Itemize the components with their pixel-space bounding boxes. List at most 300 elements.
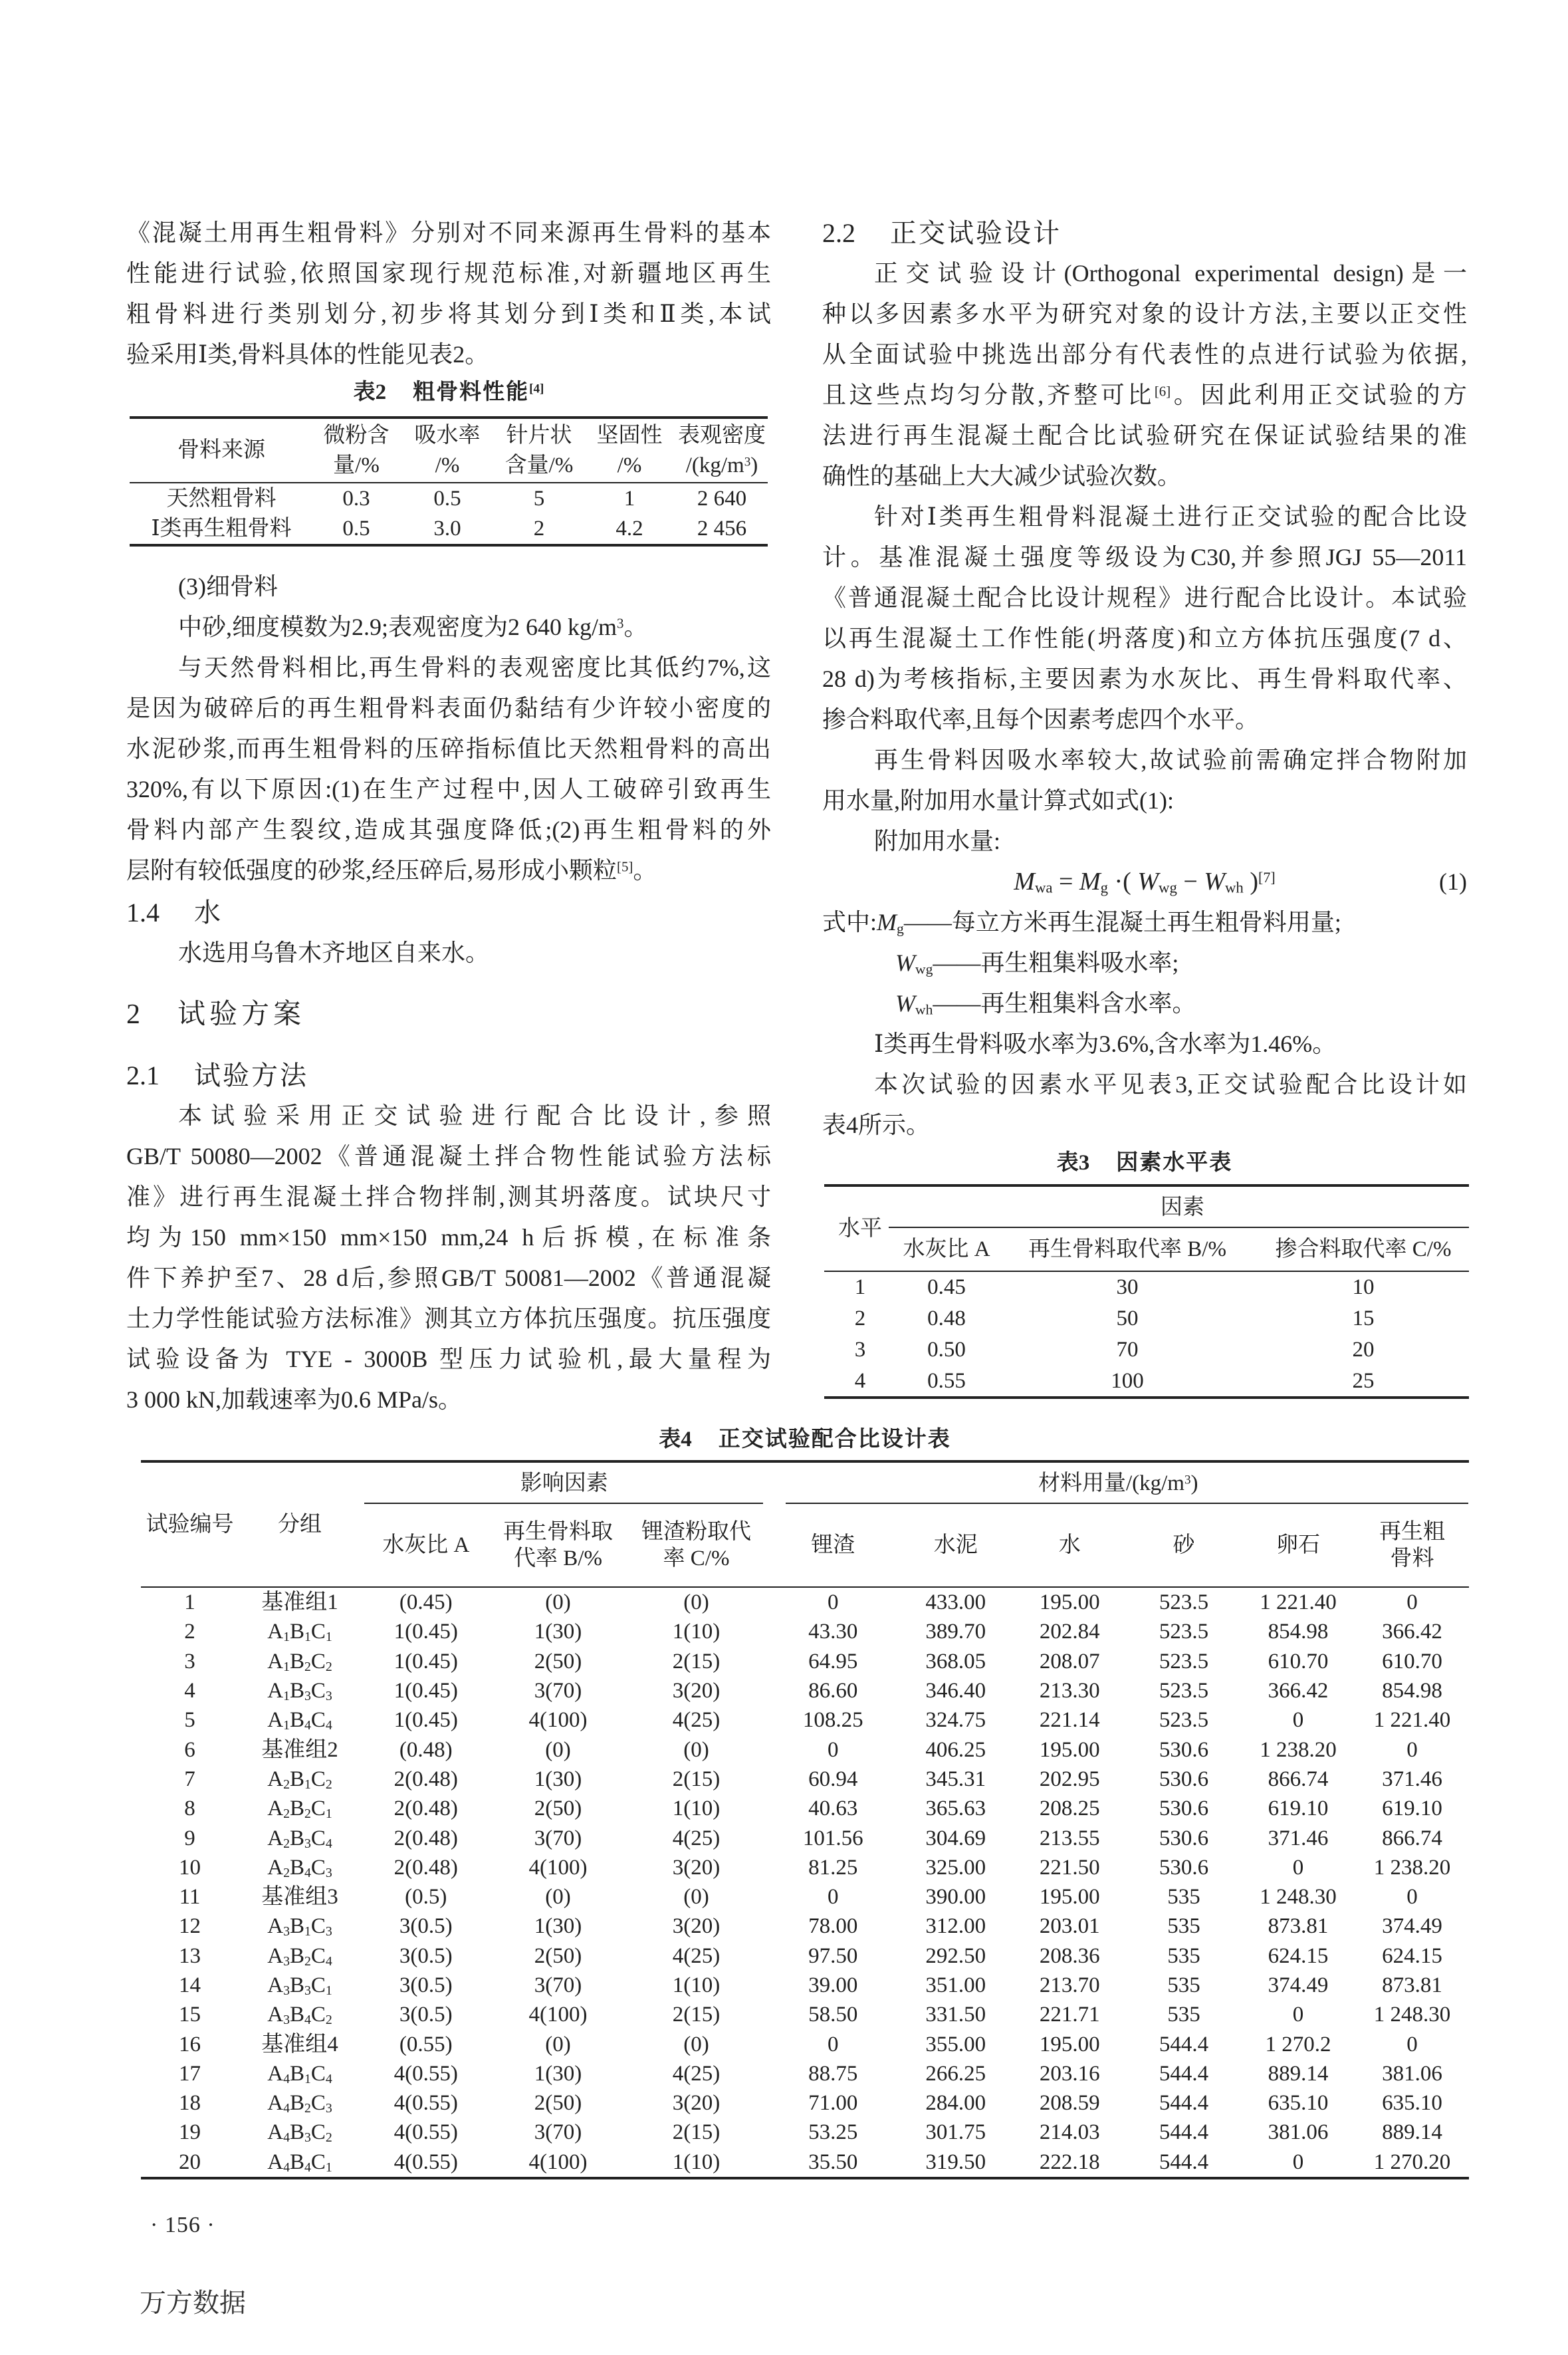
table-4-block	[141, 1423, 1469, 2179]
table-cell	[625, 2000, 768, 2029]
text-run: ——每立方米再生混凝土再生粗骨料用量;	[903, 909, 1341, 935]
subscript: 1	[325, 1630, 332, 1645]
table-cell-text: 43.30	[808, 1620, 858, 1644]
table-cell	[896, 1334, 997, 1366]
table-cell	[899, 1794, 1013, 1823]
table-cell-text: 530.6	[1159, 1767, 1209, 1791]
table-cell	[141, 1794, 239, 1823]
text-run: B	[289, 2150, 304, 2174]
header-line: 水灰比 A	[903, 1237, 990, 1261]
table-cell-text: (0.55)	[399, 2032, 453, 2056]
superscript: 3	[744, 454, 751, 469]
table-cell-text: (0)	[683, 2032, 709, 2056]
table-cell-text: 1(30)	[534, 1767, 582, 1791]
table-cell	[899, 2118, 1013, 2147]
table-cell	[625, 1588, 768, 1617]
table-cell	[1241, 1794, 1355, 1823]
table-cell-text: 3(20)	[672, 1855, 721, 1880]
text-line: 骨料内部产生裂纹,造成其强度降低;(2)再生粗骨料的外	[126, 816, 771, 843]
section-title: 试验方案	[177, 999, 306, 1030]
table-cell-text: 381.06	[1268, 2120, 1329, 2145]
table-cell	[625, 2029, 768, 2058]
table-cell-text	[267, 1972, 332, 1999]
table-cell	[1258, 1334, 1469, 1366]
header-line: /%	[435, 453, 460, 477]
caption-title: 粗骨料性能	[413, 380, 530, 404]
table-cell-text: 100	[1111, 1368, 1144, 1393]
section-heading-2	[126, 995, 771, 1035]
table-cell-text: 355.00	[925, 2032, 986, 2056]
table-cell	[896, 1365, 997, 1396]
table-cell-text: 7	[184, 1767, 195, 1791]
header-line: 水	[1058, 1533, 1081, 1557]
italic-symbol: W	[1204, 868, 1225, 896]
table-cell	[625, 1912, 768, 1941]
header-line: 卵石	[1276, 1533, 1320, 1557]
text-line: 3 000 kN,加载速率为0.6 MPa/s。	[126, 1386, 463, 1413]
subscript: 2	[283, 1865, 290, 1880]
table-cell-text: 16	[179, 2032, 201, 2056]
text-line: 从全面试验中挑选出部分有代表性的点进行试验为依据,	[822, 341, 1467, 368]
watermark: 万方数据	[140, 2287, 246, 2318]
text-line: 正交试验设计(Orthogonal experimental design)是一	[874, 260, 1467, 287]
text-line	[822, 375, 1467, 416]
table-cell	[1127, 1765, 1241, 1794]
text-run: A	[267, 1708, 284, 1733]
table-cell	[491, 1647, 625, 1676]
table-cell-text: 88.75	[808, 2061, 858, 2086]
text-line: 粗骨料进行类别划分,初步将其划分到Ⅰ类和Ⅱ类,本试	[126, 301, 771, 327]
table-cell	[313, 514, 399, 545]
table-cell	[625, 2088, 768, 2118]
header-line: 微粉含	[323, 423, 390, 447]
table-cell-text: 535	[1167, 1973, 1200, 1997]
header-line: 表观密度	[678, 423, 766, 447]
table-cell-text: 3(0.5)	[399, 2003, 453, 2027]
table-cell	[768, 1882, 899, 1912]
table-cell	[899, 1823, 1013, 1852]
table-cell-text: 523.5	[1159, 1590, 1209, 1615]
table-cell	[361, 1823, 491, 1852]
subscript: g	[897, 920, 904, 937]
header-line: 试验编号	[146, 1513, 234, 1537]
text-line: 验采用Ⅰ类,骨料具体的性能见表2。	[126, 341, 489, 368]
table-cell-text	[267, 1618, 332, 1645]
table-cell-text: 2(0.48)	[393, 1826, 458, 1850]
table-cell	[625, 1794, 768, 1823]
table-cell-text: 368.05	[925, 1649, 986, 1673]
table-cell-text: 213.55	[1039, 1826, 1100, 1850]
caption-label: 表2	[353, 380, 387, 404]
subscript: 3	[283, 1953, 290, 1969]
table-cell	[768, 1735, 899, 1764]
table-cell	[239, 1853, 361, 1882]
table-cell-text: 854.98	[1382, 1679, 1442, 1703]
header-line: 水平	[838, 1216, 882, 1241]
table-cell-text: 14	[179, 1973, 201, 1997]
table-cell-text: 203.16	[1039, 2061, 1100, 2086]
table-cell-text	[267, 2060, 332, 2087]
subscript: 1	[325, 2160, 332, 2175]
table-cell-text: 70	[1116, 1337, 1139, 1362]
header-cell-lithium-slag	[625, 1504, 768, 1586]
text-line: 《普通混凝土配合比设计规程》进行配合比设计。本试验	[822, 584, 1467, 611]
table-cell	[141, 2118, 239, 2147]
table-cell-text: 2 456	[697, 517, 747, 541]
table-cell	[899, 1647, 1013, 1676]
text-line: 表4所示。	[822, 1112, 931, 1138]
text-line: 水选用乌鲁木齐地区自来水。	[178, 939, 490, 966]
table-header	[141, 1463, 1469, 1588]
header-subrow	[768, 1504, 1470, 1586]
table-cell-text: 2(50)	[534, 1649, 582, 1673]
subscript: wh	[1224, 879, 1244, 896]
text-run: A	[267, 2150, 284, 2174]
table-cell-text: 854.98	[1268, 1620, 1329, 1644]
two-column-body	[0, 213, 1568, 1420]
equation-number: (1)	[1439, 868, 1467, 895]
table-cell-text	[267, 1766, 332, 1793]
table-row	[141, 2118, 1469, 2147]
subscript: 2	[283, 1777, 290, 1792]
italic-symbol: M	[877, 909, 897, 935]
table-cell	[1241, 1882, 1355, 1912]
table-cell	[1127, 2118, 1241, 2147]
text-run: A	[267, 2120, 284, 2145]
table-header	[130, 419, 768, 483]
text-run: B	[289, 1914, 304, 1939]
table-cell	[1241, 2029, 1355, 2058]
paragraph	[822, 740, 1467, 821]
header-cell-water-cement	[361, 1504, 491, 1586]
table-cell-text: 13	[179, 1943, 201, 1968]
table-cell-text: 1(30)	[534, 1914, 582, 1939]
table-cell	[239, 1794, 361, 1823]
text-line: 计。基准混凝土强度等级设为C30,并参照JGJ 55—2011	[822, 544, 1467, 570]
table-cell-text: 2 640	[697, 486, 747, 511]
table-cell	[239, 1823, 361, 1852]
table-cell	[141, 1705, 239, 1735]
table-cell-text: 3(20)	[672, 1914, 721, 1939]
text-run: A	[267, 1767, 284, 1791]
table-cell-text: 610.70	[1382, 1649, 1442, 1673]
table-cell	[625, 1882, 768, 1912]
table-cell-text: 0.45	[927, 1275, 966, 1300]
table-cell	[899, 1588, 1013, 1617]
citation-superscript: [4]	[529, 382, 544, 396]
table-cell	[625, 1676, 768, 1705]
subscript: 4	[325, 1718, 332, 1733]
table-cell-text: 195.00	[1039, 2032, 1100, 2056]
table-cell-text: 2	[533, 517, 545, 541]
table-cell-text: 3(0.5)	[399, 1943, 453, 1968]
table-row	[141, 1882, 1469, 1912]
subscript: g	[1100, 879, 1109, 896]
header-subrow	[361, 1504, 768, 1586]
table-cell	[491, 2000, 625, 2029]
table-row	[141, 2000, 1469, 2029]
table-cell-text: (0)	[683, 1590, 709, 1615]
table-cell-text: 3.0	[433, 517, 461, 541]
table-cell	[625, 1617, 768, 1646]
subscript: 4	[283, 2160, 290, 2175]
formula-expression	[1014, 868, 1275, 896]
table-cell	[141, 1941, 239, 1971]
header-cell-gravel	[1241, 1504, 1355, 1586]
table-cell-text: 0	[1292, 2150, 1304, 2174]
table-cell	[1013, 1823, 1127, 1852]
text-line: 320%,有以下原因:(1)在生产过程中,因人工破碎引致再生	[126, 776, 771, 803]
text-line: 本试验采用正交试验进行配合比设计,参照	[178, 1102, 771, 1129]
table-cell	[1355, 1823, 1469, 1852]
table-cell	[239, 2029, 361, 2058]
text-run: C	[310, 2061, 326, 2086]
table-cell	[313, 483, 399, 514]
table-cell	[1241, 1647, 1355, 1676]
table-cell	[1013, 2088, 1127, 2118]
header-cell-absorption	[399, 419, 495, 482]
text-run: C	[310, 1649, 326, 1673]
table-cell-text: 523.5	[1159, 1679, 1209, 1703]
header-cell-admixture	[1258, 1228, 1469, 1271]
table-cell-text: 97.50	[808, 1943, 858, 1968]
table-cell	[361, 1971, 491, 2000]
table-cell-text: 202.84	[1039, 1620, 1100, 1644]
text-run: C	[310, 1914, 326, 1939]
table-cell	[361, 2148, 491, 2177]
table-cell-text: 0.5	[433, 486, 461, 511]
text-run: C	[310, 1973, 326, 1997]
table-cell	[1013, 1941, 1127, 1971]
paragraph	[126, 1096, 771, 1420]
table-cell-text: 0	[1292, 1855, 1304, 1880]
table-cell	[399, 483, 495, 514]
paragraph	[822, 821, 1467, 862]
table-cell	[491, 1617, 625, 1646]
table-cell-text: 15	[179, 2003, 201, 2027]
section-number: 2.2	[822, 218, 855, 248]
table-cell	[239, 1617, 361, 1646]
header-cell-slag	[768, 1504, 899, 1586]
table-cell	[899, 1617, 1013, 1646]
table-cell	[899, 2000, 1013, 2029]
text-line: Ⅰ类再生骨料吸水率为3.6%,含水率为1.46%。	[874, 1031, 1337, 1057]
table-cell-text: 371.46	[1382, 1767, 1442, 1791]
table-cell-text: 1 238.20	[1260, 1737, 1337, 1762]
text-run: 。因此利用正交试验的方	[1171, 382, 1467, 408]
table-cell-text: 1 238.20	[1373, 1855, 1451, 1880]
text-run: A	[267, 2091, 284, 2116]
text-run: ·(	[1108, 868, 1138, 896]
subsection-heading-fine-aggregate: (3)细骨料	[178, 573, 278, 600]
header-line: 水灰比 A	[382, 1533, 470, 1557]
table-cell	[1127, 2059, 1241, 2088]
table-cell	[141, 1853, 239, 1882]
text-run: )	[750, 453, 758, 477]
table-cell	[768, 1588, 899, 1617]
table-cell-text: 346.40	[925, 1679, 986, 1703]
table-cell-text: 1(0.45)	[393, 1620, 458, 1644]
table-cell-text	[267, 2149, 332, 2175]
table-cell-text: 195.00	[1039, 1885, 1100, 1910]
text-run: C	[310, 1620, 326, 1644]
table-cell	[141, 1765, 239, 1794]
table-cell	[899, 1765, 1013, 1794]
header-line: 代率 B/%	[514, 1547, 602, 1570]
formula-variable-definition	[822, 902, 1467, 943]
table-cell-text: (0)	[683, 1737, 709, 1762]
table-cell-text: 544.4	[1159, 2032, 1209, 2056]
text-run: C	[310, 1708, 326, 1733]
table-cell	[768, 2148, 899, 2177]
table-cell-text: 3(70)	[534, 1973, 582, 1997]
table-cell-text: 基准组2	[261, 1737, 338, 1762]
table-cell	[1241, 2148, 1355, 2177]
subscript: 1	[283, 1630, 290, 1645]
table-cell	[239, 1647, 361, 1676]
text-run: B	[289, 1973, 304, 1997]
table-cell	[1258, 1303, 1469, 1334]
text-run: )	[1243, 868, 1258, 896]
table-cell	[361, 1588, 491, 1617]
text-run: C	[310, 1797, 326, 1821]
table-cell	[361, 1941, 491, 1971]
table-cell	[239, 2059, 361, 2088]
table-cell	[491, 1823, 625, 1852]
table-cell	[239, 2118, 361, 2147]
table-cell-text: 35.50	[808, 2150, 858, 2174]
header-cell-test-no	[141, 1463, 239, 1586]
table-cell	[1127, 2148, 1241, 2177]
table-cell-text: 312.00	[925, 1914, 986, 1939]
table-cell	[361, 1882, 491, 1912]
table-row	[141, 1647, 1469, 1676]
table-cell	[1355, 2029, 1469, 2058]
table-cell-text: 天然粗骨料	[166, 486, 277, 511]
subscript: 2	[283, 1806, 290, 1822]
table-cell	[899, 2059, 1013, 2088]
table-cell-text	[267, 1795, 332, 1822]
table-cell	[361, 1617, 491, 1646]
table-cell	[361, 2000, 491, 2029]
table-cell-text: 0	[1406, 1737, 1418, 1762]
header-line: 影响因素	[520, 1471, 608, 1495]
table-cell	[676, 483, 768, 514]
subscript: 1	[325, 1983, 332, 1998]
table-cell-text: 0	[1406, 2032, 1418, 2056]
table-cell-text: 351.00	[925, 1973, 986, 1997]
table-cell	[141, 1647, 239, 1676]
page-number: · 156 ·	[150, 2212, 215, 2237]
table-cell	[491, 2029, 625, 2058]
table-cell	[824, 1334, 896, 1366]
table-cell	[1355, 1588, 1469, 1617]
text-run: B	[289, 1767, 304, 1791]
left-column	[126, 213, 771, 1420]
subscript: 4	[304, 1865, 311, 1880]
header-cell-replacement	[997, 1228, 1258, 1271]
table-cell	[141, 1735, 239, 1764]
text-run: B	[289, 2003, 304, 2027]
table-cell-text: 292.50	[925, 1943, 986, 1968]
table-cell	[625, 2148, 768, 2177]
table-cell	[1355, 1705, 1469, 1735]
subscript: 3	[283, 1924, 290, 1939]
section-title: 试验方法	[194, 1060, 308, 1090]
text-run: /(kg/m	[685, 453, 744, 477]
table-cell-text: 4(25)	[672, 1943, 721, 1968]
table-cell-text: 1 270.2	[1265, 2032, 1331, 2056]
table-cell	[625, 2118, 768, 2147]
table-cell-text: 19	[179, 2120, 201, 2145]
table-cell	[361, 2059, 491, 2088]
table-row	[141, 1794, 1469, 1823]
table-cell	[1241, 1941, 1355, 1971]
table-cell	[899, 2088, 1013, 2118]
table-cell	[361, 2088, 491, 2118]
text-run: C	[310, 1943, 326, 1968]
header-cell-cement	[899, 1504, 1013, 1586]
text-run: A	[267, 1943, 284, 1968]
table-cell-text: 基准组3	[261, 1885, 338, 1910]
table-cell-text: 20	[179, 2150, 201, 2174]
table-cell-text: 266.25	[925, 2061, 986, 2086]
table-cell	[1013, 1971, 1127, 2000]
table-cell	[768, 2118, 899, 2147]
table-cell	[1013, 2148, 1127, 2177]
text-run: A	[267, 1797, 284, 1821]
text-run: C	[310, 1767, 326, 1791]
subscript: 1	[283, 1718, 290, 1733]
header-line: 锂渣粉取代	[641, 1520, 751, 1544]
header-cell-water	[1013, 1504, 1127, 1586]
table-row	[824, 1365, 1469, 1396]
table-cell	[625, 1971, 768, 2000]
table-cell	[361, 1647, 491, 1676]
subscript: 1	[304, 1630, 311, 1645]
table-cell-text: 889.14	[1382, 2120, 1442, 2145]
table-cell	[997, 1365, 1258, 1396]
table-cell	[1013, 2000, 1127, 2029]
table-cell-text: 619.10	[1382, 1797, 1442, 1821]
table-cell-text: 2(15)	[672, 2003, 721, 2027]
table-cell	[1241, 1823, 1355, 1852]
subscript: 3	[304, 1983, 311, 1998]
table-cell-text: 3(70)	[534, 2120, 582, 2145]
table-cell-text: 619.10	[1268, 1797, 1329, 1821]
table-cell-text: 5	[184, 1708, 195, 1733]
text-run: C	[310, 2120, 326, 2145]
table-cell-text: 624.15	[1268, 1943, 1329, 1968]
italic-symbol: W	[895, 949, 915, 976]
table-cell	[141, 2029, 239, 2058]
subscript: 3	[325, 1924, 332, 1939]
table-cell-text: 1	[623, 486, 635, 511]
table-cell	[1355, 1617, 1469, 1646]
table-cell	[239, 1676, 361, 1705]
table-cell	[899, 1912, 1013, 1941]
table-row	[141, 2148, 1469, 2177]
table-cell	[1241, 1588, 1355, 1617]
table-cell-text: 523.5	[1159, 1649, 1209, 1673]
header-line: 水泥	[933, 1533, 978, 1557]
table-cell-text: 208.25	[1039, 1797, 1100, 1821]
table-cell-text: 4(25)	[672, 1826, 721, 1850]
table-cell-text: 319.50	[925, 2150, 986, 2174]
table-cell	[768, 1853, 899, 1882]
table-cell	[491, 2059, 625, 2088]
table-cell-text: 3	[854, 1337, 866, 1362]
